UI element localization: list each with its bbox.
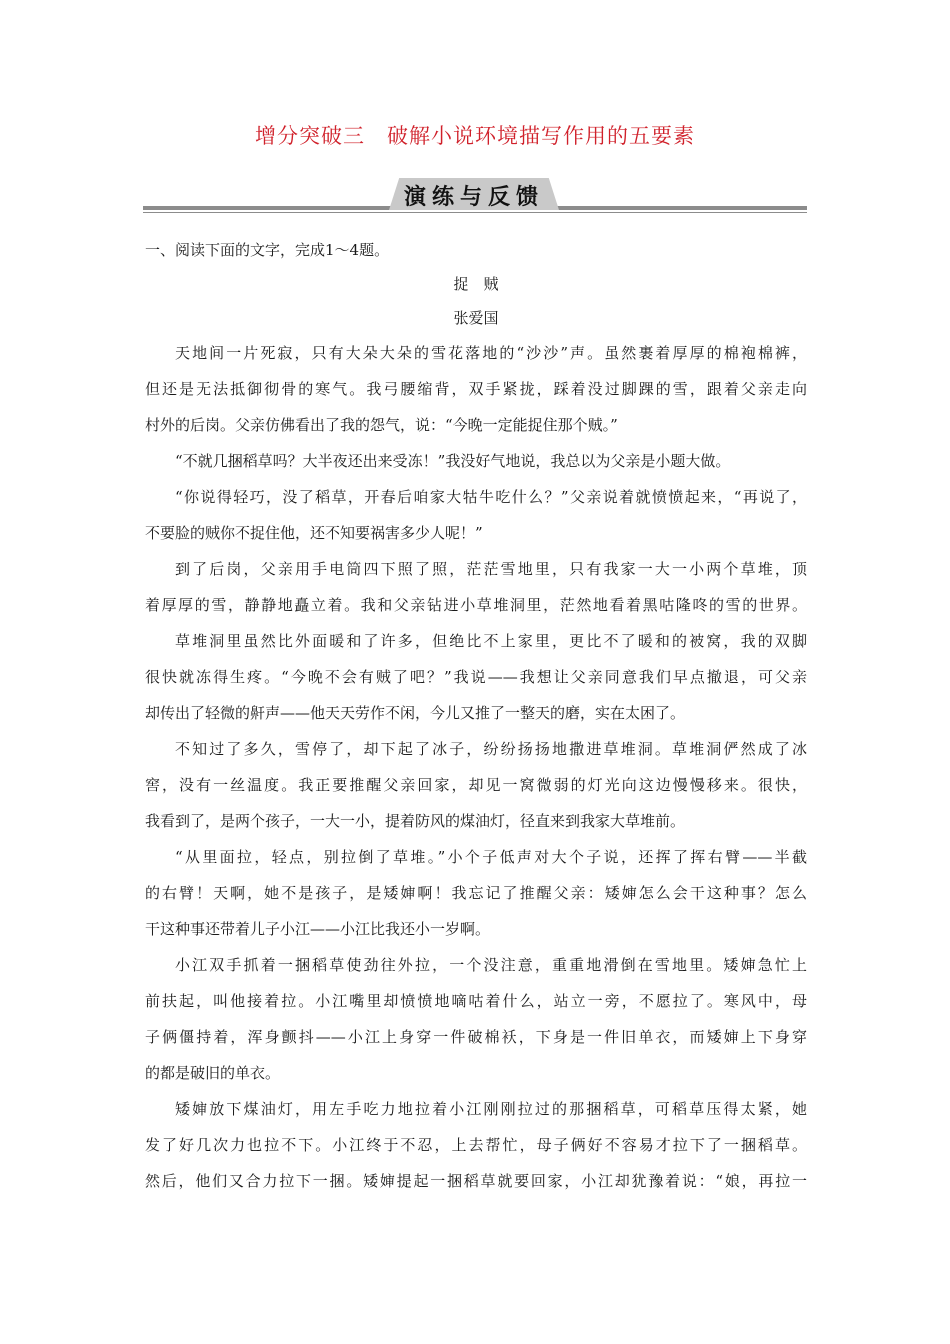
paragraph-line: “从里面拉，轻点，别拉倒了草堆。”小个子低声对大个子说，还挥了挥右臂——半截: [175, 848, 807, 866]
paragraph-line: 草堆洞里虽然比外面暖和了许多，但绝比不上家里，更比不了暖和的被窝，我的双脚: [175, 632, 807, 650]
paragraph-line: 天地间一片死寂，只有大朵大朵的雪花落地的“沙沙”声。虽然裹着厚厚的棉袍棉裤，: [175, 344, 807, 362]
paragraph-line: “不就几捆稻草吗？大半夜还出来受冻！”我没好气地说，我总以为父亲是小题大做。: [175, 452, 731, 470]
page-title: 增分突破三 破解小说环境描写作用的五要素: [255, 124, 695, 148]
paragraph-line: 很快就冻得生疼。“今晚不会有贼了吧？”我说——我想让父亲同意我们早点撤退，可父亲: [145, 668, 807, 686]
paragraph-line: 但还是无法抵御彻骨的寒气。我弓腰缩背，双手紧拢，踩着没过脚踝的雪，跟着父亲走向: [145, 380, 807, 398]
question-instruction: 一、阅读下面的文字，完成1～4题。: [145, 241, 390, 259]
paragraph-line: 着厚厚的雪，静静地矗立着。我和父亲钻进小草堆洞里，茫然地看着黑咕隆咚的雪的世界。: [145, 596, 807, 614]
section-banner: [143, 176, 807, 216]
story-title: 捉 贼: [453, 275, 499, 293]
paragraph-line: 然后，他们又合力拉下一捆。矮婶提起一捆稻草就要回家，小江却犹豫着说：“娘，再拉一: [145, 1172, 807, 1190]
paragraph-line: 我看到了，是两个孩子，一大一小，提着防风的煤油灯，径直来到我家大草堆前。: [145, 812, 686, 830]
paragraph-line: 窖，没有一丝温度。我正要推醒父亲回家，却见一窝微弱的灯光向这边慢慢移来。很快，: [145, 776, 807, 794]
paragraph-line: 却传出了轻微的鼾声——他天天劳作不闲，今儿又推了一整天的磨，实在太困了。: [145, 704, 686, 722]
paragraph-line: 小江双手抓着一捆稻草使劲往外拉，一个没注意，重重地滑倒在雪地里。矮婶急忙上: [175, 956, 807, 974]
banner-rule-thin: [143, 212, 807, 213]
paragraph-line: 到了后岗，父亲用手电筒四下照了照，茫茫雪地里，只有我家一大一小两个草堆，顶: [175, 560, 807, 578]
paragraph-line: 村外的后岗。父亲仿佛看出了我的怨气，说：“今晚一定能捉住那个贼。”: [145, 416, 618, 434]
paragraph-line: 前扶起，叫他接着拉。小江嘴里却愤愤地嘀咕着什么，站立一旁，不愿拉了。寒风中，母: [145, 992, 807, 1010]
paragraph-line: 发了好几次力也拉不下。小江终于不忍，上去帮忙，母子俩好不容易才拉下了一捆稻草。: [145, 1136, 807, 1154]
paragraph-line: 的右臂！天啊，她不是孩子，是矮婶啊！我忘记了推醒父亲：矮婶怎么会干这种事？怎么: [145, 884, 807, 902]
paragraph-line: 矮婶放下煤油灯，用左手吃力地拉着小江刚刚拉过的那捆稻草，可稻草压得太紧，她: [175, 1100, 807, 1118]
paragraph-line: 不要脸的贼你不捉住他，还不知要祸害多少人呢！”: [145, 524, 483, 542]
banner-label: 演练与反馈: [403, 184, 544, 210]
paragraph-line: “你说得轻巧，没了稻草，开春后咱家大牯牛吃什么？”父亲说着就愤愤起来，“再说了，: [175, 488, 807, 506]
paragraph-line: 不知过了多久，雪停了，却下起了冰子，纷纷扬扬地撒进草堆洞。草堆洞俨然成了冰: [175, 740, 807, 758]
story-author: 张爱国: [453, 309, 499, 327]
paragraph-line: 干这种事还带着儿子小江——小江比我还小一岁啊。: [145, 920, 491, 938]
paragraph-line: 子俩僵持着，浑身颤抖——小江上身穿一件破棉袄，下身是一件旧单衣，而矮婶上下身穿: [145, 1028, 807, 1046]
paragraph-line: 的都是破旧的单衣。: [145, 1064, 281, 1082]
